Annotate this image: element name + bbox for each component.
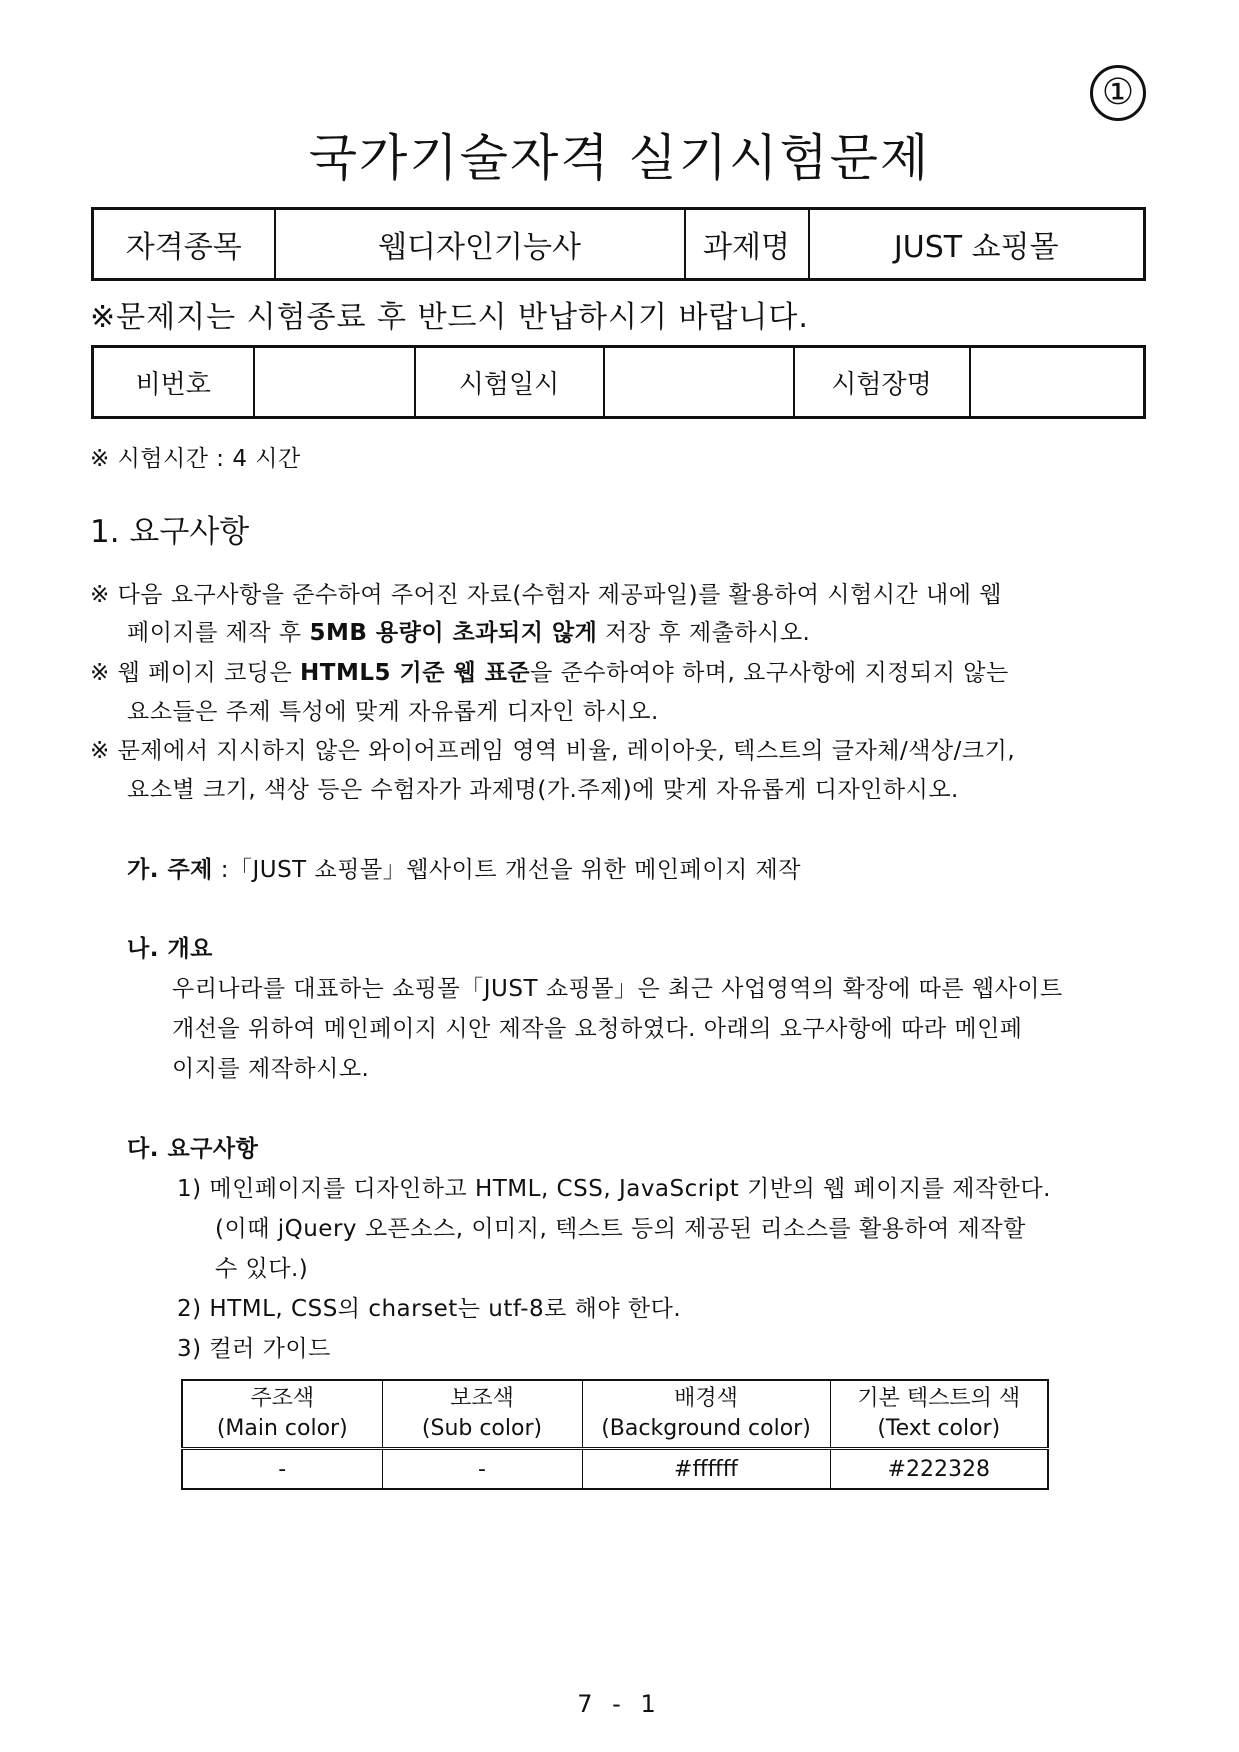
req2-line2: 요소들은 주제 특성에 맞게 자유롭게 디자인 하시오.: [127, 699, 659, 725]
requirement-item-2: 2) HTML, CSS의 charset는 utf-8로 해야 한다.: [177, 1296, 682, 1322]
exam-info-table: [91, 345, 1146, 419]
exam-place-field: [970, 347, 1145, 418]
overview-line1: 우리나라를 대표하는 쇼핑몰「JUST 쇼핑몰」은 최근 사업영역의 확장에 따른 웹사이트: [172, 976, 1063, 1002]
page-footer: 7 - 1: [577, 1690, 662, 1718]
req1-line2: 페이지를 제작 후 5MB 용량이 초과되지 않게 저장 후 제출하시오.: [127, 620, 811, 646]
text-color-value: #222328: [830, 1449, 1048, 1490]
overview-line2: 개선을 위하여 메인페이지 시안 제작을 요청하였다. 아래의 요구사항에 따라 메인페: [172, 1016, 1023, 1042]
requirement-item-3: 3) 컬러 가이드: [177, 1336, 331, 1362]
task-label: 과제명: [685, 209, 809, 280]
requirement-item-1-line3: 수 있다.): [215, 1256, 309, 1282]
req3-line2: 요소별 크기, 색상 등은 수험자가 과제명(가.주제)에 맞게 자유롭게 디자인하시오.: [127, 777, 959, 803]
text-color-header: 기본 텍스트의 색 (Text color): [830, 1380, 1048, 1449]
background-color-value: #ffffff: [582, 1449, 830, 1490]
subject-label: 자격종목: [93, 209, 275, 280]
overview-line3: 이지를 제작하시오.: [172, 1056, 370, 1082]
main-color-value: -: [182, 1449, 382, 1490]
subject-info-table: [91, 207, 1146, 281]
color-guide-table: [181, 1379, 1049, 1490]
document-title: 국가기술자격 실기시험문제: [308, 129, 931, 187]
requirement-item-1-line1: 1) 메인페이지를 디자인하고 HTML, CSS, JavaScript 기반의 웹 페이지를 제작한다.: [177, 1176, 1051, 1202]
exam-time-note: ※ 시험시간 : 4 시간: [90, 446, 301, 472]
exam-date-field: [604, 347, 794, 418]
sub-color-value: -: [382, 1449, 582, 1490]
req2-line1: ※ 웹 페이지 코딩은 HTML5 기준 웹 표준을 준수하여야 하며, 요구사항에 지정되지 않는: [90, 660, 1009, 686]
theme-label: 가. 주제: [127, 857, 213, 883]
exam-place-label: 시험장명: [794, 347, 970, 418]
size-limit-emphasis: 5MB 용량이 초과되지 않게: [309, 620, 598, 646]
return-notice: ※문제지는 시험종료 후 반드시 반납하시기 바랍니다.: [90, 300, 809, 335]
background-color-header: 배경색 (Background color): [582, 1380, 830, 1449]
web-standard-emphasis: HTML5 기준 웹 표준: [300, 660, 531, 686]
subject-value: 웹디자인기능사: [275, 209, 685, 280]
page-number-badge: ①: [1090, 65, 1146, 121]
theme-line: 가. 주제 :「JUST 쇼핑몰」웹사이트 개선을 위한 메인페이지 제작: [127, 857, 801, 883]
exam-id-field: [254, 347, 415, 418]
section-title-requirements: 1. 요구사항: [90, 514, 250, 550]
exam-id-label: 비번호: [93, 347, 254, 418]
main-color-header: 주조색 (Main color): [182, 1380, 382, 1449]
sub-color-header: 보조색 (Sub color): [382, 1380, 582, 1449]
task-value: JUST 쇼핑몰: [809, 209, 1145, 280]
overview-label: 나. 개요: [127, 936, 213, 962]
requirement-item-1-line2: (이때 jQuery 오픈소스, 이미지, 텍스트 등의 제공된 리소스를 활용하여 제작할: [215, 1216, 1026, 1242]
req3-line1: ※ 문제에서 지시하지 않은 와이어프레임 영역 비율, 레이아웃, 텍스트의 글자체/색상/크기,: [90, 738, 1016, 764]
requirements-label: 다. 요구사항: [127, 1136, 259, 1162]
exam-date-label: 시험일시: [415, 347, 604, 418]
req1-line1: ※ 다음 요구사항을 준수하여 주어진 자료(수험자 제공파일)를 활용하여 시험시간 내에 웹: [90, 582, 1002, 608]
